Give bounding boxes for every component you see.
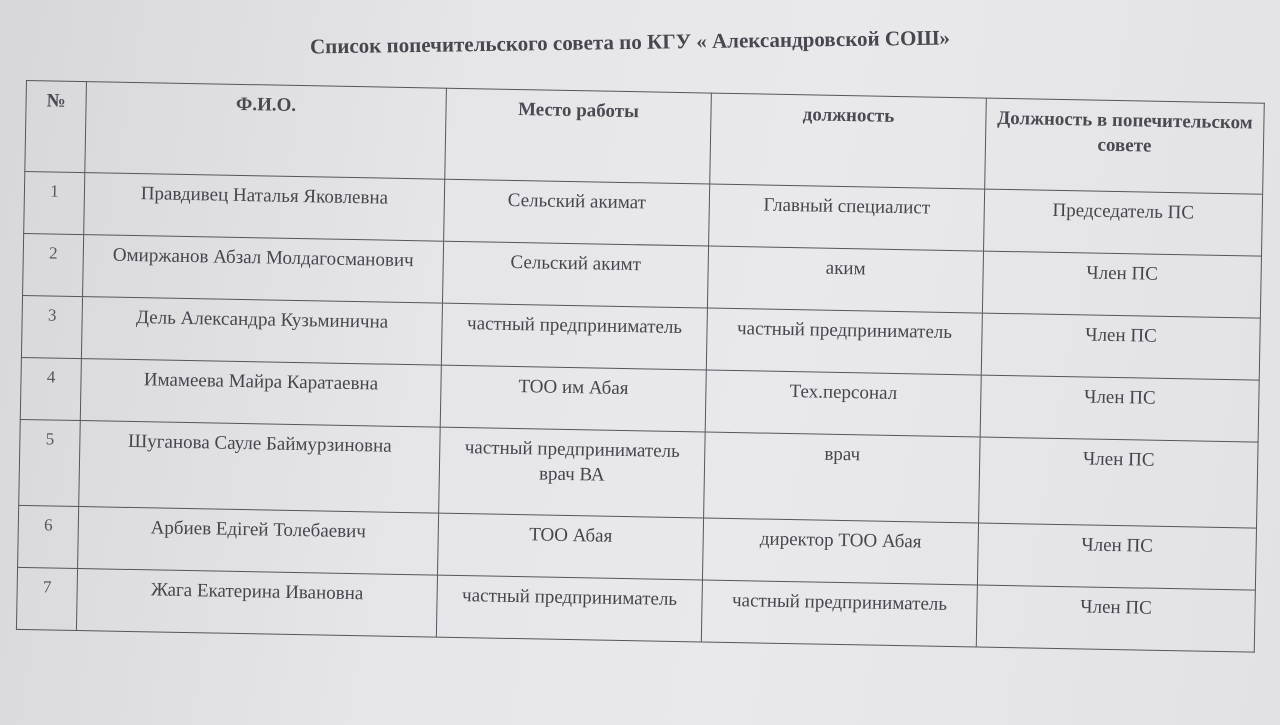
row-workplace: ТОО Абая: [437, 513, 703, 580]
row-council-role: Председатель ПС: [984, 189, 1263, 256]
row-council-role: Член ПС: [979, 437, 1259, 528]
row-council-role: Член ПС: [981, 313, 1260, 380]
row-council-role: Член ПС: [976, 585, 1255, 652]
row-number: 5: [19, 419, 81, 506]
row-council-role: Член ПС: [982, 251, 1261, 318]
row-name: Шуганова Сауле Баймурзиновна: [79, 421, 441, 514]
row-name: Жага Екатерина Ивановна: [76, 569, 437, 638]
header-council-role: Должность в попечительском совете: [985, 98, 1265, 194]
row-number: 3: [21, 295, 82, 358]
row-workplace: частный предприниматель врач ВА: [439, 427, 706, 518]
row-number: 7: [16, 567, 77, 630]
row-position: директор ТОО Абая: [702, 518, 978, 585]
row-position: аким: [707, 246, 983, 313]
row-position: частный предприниматель: [706, 308, 982, 375]
header-number: №: [25, 81, 87, 173]
trustees-table: [16, 80, 1265, 653]
trustees-table-container: [16, 80, 1264, 653]
row-name: Омиржанов Абзал Молдагосманович: [83, 235, 444, 304]
row-number: 1: [24, 171, 85, 234]
row-position: частный предприниматель: [701, 580, 977, 647]
row-name: Правдивец Наталья Яковлевна: [84, 173, 445, 242]
row-position: Тех.персонал: [705, 370, 981, 437]
row-position: Главный специалист: [709, 184, 985, 251]
header-position: должность: [710, 93, 987, 189]
document-title: Список попечительского совета по КГУ « Александровской СОШ»: [309, 25, 951, 59]
header-full-name: Ф.И.О.: [85, 82, 447, 180]
row-council-role: Член ПС: [977, 523, 1256, 590]
row-council-role: Член ПС: [980, 375, 1259, 442]
row-workplace: Сельский акимат: [444, 179, 710, 246]
row-name: Дель Александра Кузьминична: [81, 297, 442, 366]
row-name: Имамеева Майра Каратаевна: [80, 359, 441, 428]
row-number: 2: [23, 233, 84, 296]
header-workplace: Место работы: [445, 88, 712, 184]
row-workplace: частный предприниматель: [441, 303, 707, 370]
row-position: врач: [704, 432, 981, 523]
row-name: Арбиев Едігей Толебаевич: [78, 507, 439, 576]
row-workplace: ТОО им Абая: [440, 365, 706, 432]
row-workplace: частный предприниматель: [436, 575, 702, 642]
row-workplace: Сельский акимт: [442, 241, 708, 308]
row-number: 4: [20, 357, 81, 420]
row-number: 6: [18, 505, 79, 568]
